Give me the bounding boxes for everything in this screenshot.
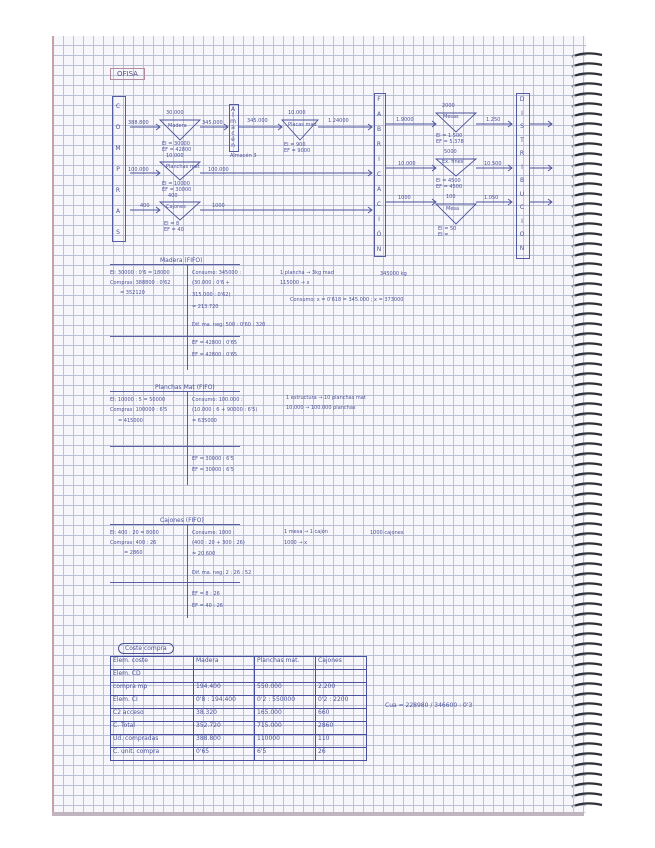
page-title: OFISA (110, 68, 145, 80)
placas-node: Placas mad (288, 122, 317, 128)
cost-cell: 550.000 (255, 683, 316, 696)
planchas-c1: Consumo: 100.000 : (192, 397, 243, 403)
column-letter: D (519, 96, 525, 103)
mesas-ei: EI = 1.500 (436, 133, 463, 139)
column-letter: l (232, 112, 234, 119)
madera-ef: EF = 42800 (162, 147, 192, 153)
column-letter: S (520, 123, 524, 130)
cost-cell: 2.200 (316, 683, 367, 696)
madera-l2: Compras: 388800 : 0'62 (110, 280, 171, 286)
column-letter: I (521, 217, 523, 225)
column-letter: A (376, 186, 382, 193)
planchas-top: 10.000 (166, 153, 184, 159)
cajones-top: 400 (168, 193, 178, 199)
madera-node: Madera (168, 123, 187, 129)
otros-ei: EI = 50 (438, 226, 457, 232)
column-letter: C (115, 103, 121, 110)
sillas-node: Ex. fines (442, 159, 464, 165)
placas-ei: EI = 900 (284, 142, 306, 148)
header-cajones: Cajones (316, 657, 367, 670)
madera-top: 30.000 (166, 110, 184, 116)
otros-node: Mesa (446, 206, 460, 212)
cost-cell: 660 (316, 709, 367, 722)
placas-ef: EF = 9000 (284, 148, 311, 154)
cost-cell: 110000 (255, 735, 316, 748)
madera-c3: 315.000 : 0'62) (192, 292, 231, 298)
cajones-c2: (400 : 20 + 300 : 26) (192, 540, 245, 546)
madera-c4: = 213.720 (192, 304, 219, 310)
cajones-l2: Compras: 400 : 26 (110, 540, 157, 546)
column-letter: S (116, 229, 120, 236)
madera-c6: EF = 42800 : 0'65 (192, 340, 238, 346)
cost-cell: 0'8 : 194.400 (194, 696, 255, 709)
planchas-heading: Planchas Mat (FIFO) (155, 384, 215, 391)
planchas-hline (110, 391, 240, 392)
madera-l3: = 352120 (120, 290, 145, 296)
madera-r4: Consumo: x = 0'618 = 345.000 ; x = 373000 (290, 297, 404, 303)
column-letter: C (376, 201, 382, 208)
cost-row (111, 748, 367, 761)
madera-vline (187, 264, 188, 370)
cost-cell (194, 670, 255, 683)
cajones-hline (110, 524, 240, 525)
madera-hline2 (110, 336, 240, 337)
column-letter: C (519, 204, 525, 211)
cost-cell: 0'65 (194, 748, 255, 761)
madera-r2: 115000 → x (280, 280, 310, 286)
sillas-ef: EF = 4500 (436, 184, 463, 190)
column-letter: c (231, 130, 235, 137)
cajones-r1: 1 mesa → 1 cajón (284, 529, 328, 535)
cost-cell: 110 (316, 735, 367, 748)
cost-cell: 388.800 (194, 735, 255, 748)
madera-c7: EF = 42800 : 0'65 (192, 352, 238, 358)
sillas-top: 5000 (444, 149, 457, 155)
otros-in: 1000 (398, 195, 411, 201)
madera-r1: 1 plancha → 3kg mad (280, 270, 334, 276)
column-letter: O (519, 231, 525, 238)
planchas-c3: = 635000 (192, 418, 217, 424)
cost-row (111, 670, 367, 683)
cost-rows (111, 670, 367, 761)
cost-row (111, 683, 367, 696)
sillas-ei: EI = 4500 (436, 178, 461, 184)
cost-table (110, 656, 367, 761)
column-letter: T (520, 136, 524, 144)
cost-cell: C. Total (111, 722, 194, 735)
column-letter: R (376, 141, 382, 148)
placas-top: 10.000 (288, 110, 306, 116)
cajones-c1: Consumo: 1000 : (192, 530, 235, 536)
cajones-heading: Cajones (FIFO) (160, 517, 204, 524)
otros-ef: EI = (438, 232, 449, 238)
madera-heading: Madera (FIFO) (160, 257, 203, 264)
planchas-hline2 (110, 446, 240, 447)
cost-row (111, 735, 367, 748)
mesas-ef: EF = 5.378 (436, 139, 464, 145)
cost-cell: 165.000 (255, 709, 316, 722)
cajones-c6: EF = 40 : 26 (192, 603, 223, 609)
planchas-out: 100.000 (208, 167, 229, 173)
madera-c1: Consumo: 345000 : (192, 270, 242, 276)
header-madera: Madera (194, 657, 255, 670)
column-letter: F (377, 96, 381, 103)
almacen-label: Almacén 3 (230, 153, 257, 159)
sillas-out: 10.500 (484, 161, 502, 167)
cost-row (111, 709, 367, 722)
cajones-node: Cajones (166, 204, 186, 210)
cost-row (111, 696, 367, 709)
planchas-ef: EF = 30000 (162, 187, 192, 193)
cost-cell: 6'5 (255, 748, 316, 761)
planchas-l1: EI: 10000 : 5 = 50000 (110, 397, 166, 403)
cajones-c4: Dif. ma. neg: 2 : 26 : 52 (192, 570, 252, 576)
cost-cell: 715.000 (255, 722, 316, 735)
madera-next: 345.000 (247, 118, 268, 124)
column-letter: M (115, 145, 121, 152)
mesas-top: 2000 (442, 103, 455, 109)
coste-compra-heading: Coste compra (118, 643, 174, 654)
column-letter: A (376, 111, 382, 118)
column-letter: é (231, 136, 235, 143)
madera-out: 345.000 (202, 120, 223, 126)
cajones-c5: EF = 8 : 26 (192, 591, 220, 597)
cajones-l1: EI: 400 : 20 = 8000 (110, 530, 159, 536)
cost-cell: 352.720 (194, 722, 255, 735)
cost-cell: 2860 (316, 722, 367, 735)
cajones-c3: = 20.600 (192, 551, 216, 557)
column-letter: n (231, 142, 235, 149)
cost-cell: Ud. compradas (111, 735, 194, 748)
planchas-node: Planchas mat (166, 164, 200, 170)
planchas-r2: 10.000 → 100.000 planchas (286, 405, 356, 411)
column-letter: m (230, 118, 236, 125)
mesas-node: Mesas (443, 114, 459, 120)
mesas-in: 1.9000 (396, 117, 414, 123)
cajones-l3: = 2860 (124, 550, 143, 556)
column-letter: C (376, 171, 382, 178)
planchas-r1: 1 estructura → 10 planchas mat (286, 395, 366, 401)
planchas-ei: EI = 10000 (162, 181, 190, 187)
madera-c5: Dif. ma. neg: 500 : 0'60 : 320 (192, 322, 266, 328)
planchas-c2: (10.000 : 6 + 90000 : 6'5) (192, 407, 258, 413)
cajones-out: 1000 (212, 203, 225, 209)
cost-cell (255, 670, 316, 683)
cost-cell: 38.320 (194, 709, 255, 722)
column-letter: I (378, 156, 380, 163)
madera-l1: EI: 30000 : 0'6 = 18000 (110, 270, 170, 276)
otros-top: 100 (446, 194, 456, 200)
column-letter: N (519, 244, 525, 252)
header-elem: Elem. coste (111, 657, 194, 670)
cajones-vline (187, 524, 188, 618)
cost-cell: C. unit. compra (111, 748, 194, 761)
column-letter: A (230, 106, 236, 113)
cajones-ef: EF = 40 (164, 227, 184, 233)
planchas-l2: Compras: 100000 : 6'5 (110, 407, 168, 413)
cost-cell (316, 670, 367, 683)
column-letter: I (521, 109, 523, 117)
planchas-c4: EF = 30000 : 6'5 (192, 456, 234, 462)
column-letter: Ó (376, 231, 382, 238)
in-cajones: 400 (140, 203, 150, 209)
column-letter: A (115, 208, 121, 215)
madera-ei: EI = 30000 (162, 141, 190, 147)
madera-hline (110, 264, 240, 265)
column-letter: R (519, 150, 525, 157)
cajones-ei: EI = 8 (164, 221, 180, 227)
column-letter: N (376, 246, 382, 253)
planchas-l3: = 415000 (118, 418, 143, 424)
sillas-in: 10.000 (398, 161, 416, 167)
column-letter: P (116, 166, 120, 173)
otros-out: 1.050 (484, 195, 499, 201)
column-letter: B (376, 126, 382, 133)
cost-cell: 0'2 : 550000 (255, 696, 316, 709)
in-madera: 388.800 (128, 120, 149, 126)
header-planchas: Planchas mat. (255, 657, 316, 670)
madera-c2: (30.000 : 0'6 + (192, 280, 230, 286)
column-letter: a (231, 124, 235, 131)
cost-cell: compra mp (111, 683, 194, 696)
column-letter: B (519, 177, 525, 184)
cost-cell: 26 (316, 748, 367, 761)
column-letter: R (115, 187, 121, 194)
column-letter: I (378, 216, 380, 223)
cost-row (111, 722, 367, 735)
madera-r3: 345000 kg (380, 271, 407, 277)
cost-cell: 0'2 : 2200 (316, 696, 367, 709)
placas-out: 1.24000 (328, 118, 349, 124)
cajones-hline2 (110, 582, 240, 583)
cua-formula: Cua = 228980 / 346600 : 0'3 (385, 702, 473, 709)
cajones-r2: 1000 → x (284, 540, 308, 546)
cajones-r3: 1000 cajones (370, 530, 404, 536)
mesas-out: 1.250 (486, 117, 501, 123)
cost-cell: Elem. CD (111, 670, 194, 683)
column-letter: U (519, 190, 525, 198)
column-letter: I (521, 163, 523, 171)
column-letter: O (115, 124, 121, 131)
in-planchas: 100.000 (128, 167, 149, 173)
cost-cell: C2 acceso (111, 709, 194, 722)
cost-cell: Elem. CI (111, 696, 194, 709)
cost-cell: 194.400 (194, 683, 255, 696)
cost-header-row (111, 657, 367, 670)
planchas-vline (187, 391, 188, 485)
planchas-c5: EF = 30000 : 6'5 (192, 467, 234, 473)
